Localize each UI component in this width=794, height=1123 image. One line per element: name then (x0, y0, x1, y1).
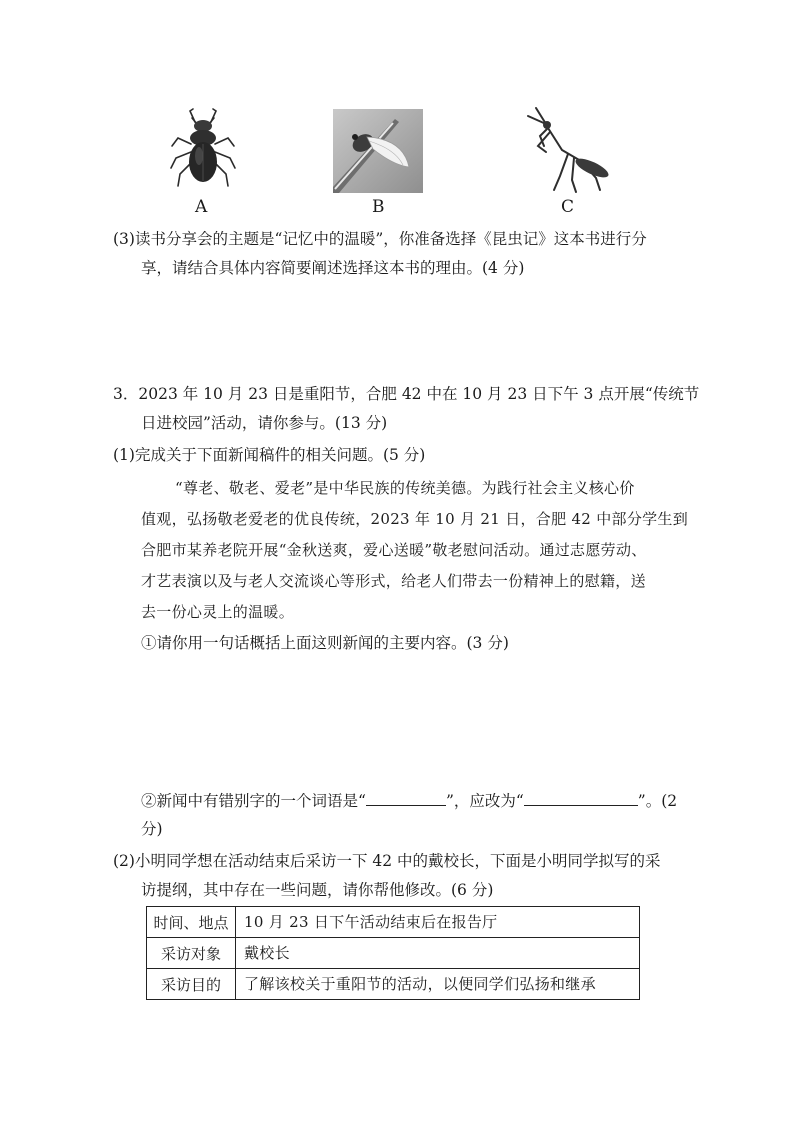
table-key: 时间、地点 (147, 907, 236, 938)
table-row (147, 907, 640, 938)
q3-stem-line2: 日进校园”活动，请你参与。(13 分) (141, 414, 388, 432)
cicada-photo-icon (333, 109, 423, 193)
image-c-mantis (518, 106, 618, 194)
image-b-cicada (333, 109, 423, 193)
table-key: 采访目的 (147, 969, 236, 1000)
q3-sub1: (1)完成关于下面新闻稿件的相关问题。(5 分) (113, 446, 426, 464)
table-key: 采访对象 (147, 938, 236, 969)
q3-sub2-line2: 访提纲，其中存在一些问题，请你帮他修改。(6 分) (141, 881, 494, 899)
news-line-3: 合肥市某养老院开展“金秋送爽，爱心送暖”敬老慰问活动。通过志愿劳动、 (141, 541, 647, 559)
q3-1-q2-suffix: ”。(2 (637, 792, 678, 810)
q3-stem-line1: 3．2023 年 10 月 23 日是重阳节，合肥 42 中在 10 月 23 日下午 3 点开展“传统节 (113, 385, 700, 403)
q3-1-q2-line2: 分) (141, 820, 163, 838)
q3-1-q2-prefix: ②新闻中有错别字的一个词语是“ (141, 792, 366, 810)
table-value: 10 月 23 日下午活动结束后在报告厅 (236, 907, 640, 938)
q3-1-question2 (141, 789, 677, 812)
table-value: 了解该校关于重阳节的活动，以便同学们弘扬和继承 (236, 969, 640, 1000)
image-c-label: C (561, 197, 575, 217)
news-line-1: “尊老、敬老、爱老”是中华民族的传统美德。为践行社会主义核心价 (175, 479, 635, 497)
wrong-word-blank[interactable] (366, 789, 446, 806)
q3-1-question1: ①请你用一句话概括上面这则新闻的主要内容。(3 分) (141, 634, 509, 652)
image-a-label: A (195, 197, 208, 217)
news-line-2: 值观，弘扬敬老爱老的优良传统，2023 年 10 月 21 日，合肥 42 中部分学生到 (141, 510, 689, 528)
image-a-stag-beetle (168, 106, 238, 192)
table-value: 戴校长 (236, 938, 640, 969)
q3-1-q2-mid: ”，应改为“ (445, 792, 524, 810)
image-b-label: B (372, 197, 385, 217)
stag-beetle-icon (168, 106, 238, 192)
q3-sub2-line1: (2)小明同学想在活动结束后采访一下 42 中的戴校长，下面是小明同学拟写的采 (113, 852, 661, 870)
q2-3-line2: 享，请结合具体内容简要阐述选择这本书的理由。(4 分) (141, 259, 525, 277)
q2-3-line1: (3)读书分享会的主题是“记忆中的温暖”，你准备选择《昆虫记》这本书进行分 (113, 230, 647, 248)
praying-mantis-icon (518, 106, 618, 194)
news-line-5: 去一份心灵上的温暖。 (141, 603, 295, 621)
correction-blank[interactable] (524, 789, 638, 806)
interview-outline-table (146, 906, 640, 1000)
news-line-4: 才艺表演以及与老人交流谈心等形式，给老人们带去一份精神上的慰籍，送 (141, 572, 646, 590)
table-row (147, 969, 640, 1000)
table-row (147, 938, 640, 969)
